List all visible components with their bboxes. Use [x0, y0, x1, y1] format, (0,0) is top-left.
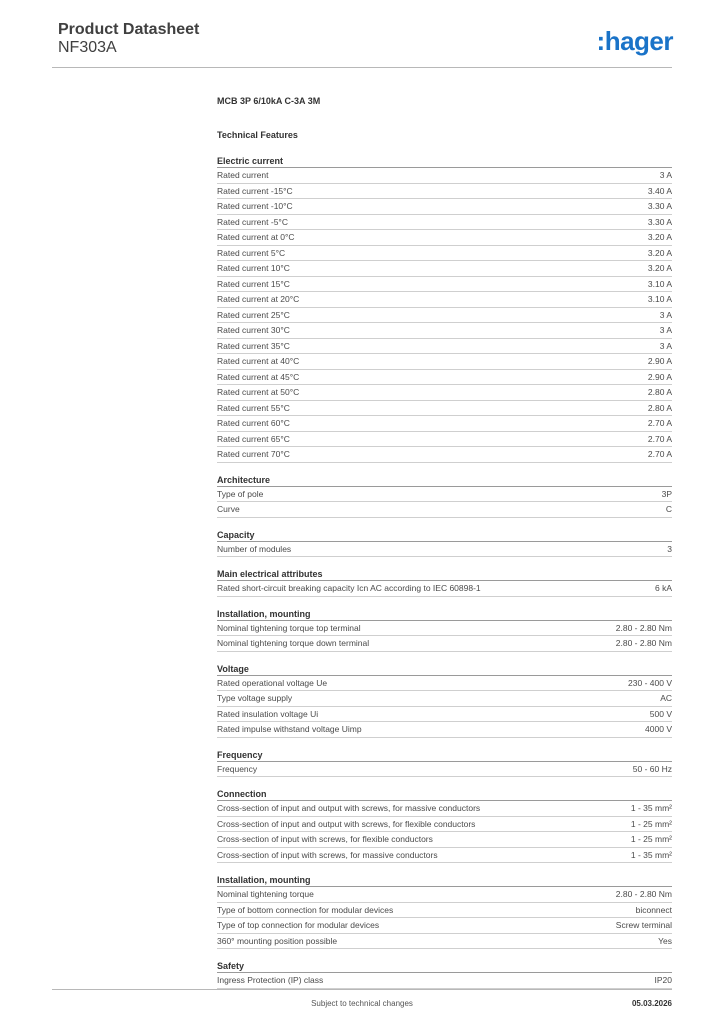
spec-row	[217, 762, 672, 778]
spec-label: Rated current 65°C	[217, 433, 290, 444]
spec-value: 50 - 60 Hz	[632, 763, 672, 774]
spec-value: 3P	[661, 488, 672, 499]
spec-row	[217, 184, 672, 200]
spec-value: 230 - 400 V	[628, 677, 672, 688]
spec-row	[217, 707, 672, 723]
spec-row	[217, 887, 672, 903]
spec-sections	[217, 155, 672, 1000]
spec-label: Ingress Protection (IP) class	[217, 975, 324, 985]
spec-label: Type of pole	[217, 488, 264, 499]
spec-value: 3.30 A	[647, 216, 672, 227]
spec-value: 3	[667, 543, 672, 554]
spec-row	[217, 199, 672, 215]
spec-value: Screw terminal	[615, 920, 672, 930]
spec-label: Rated current 25°C	[217, 309, 290, 320]
spec-label: Rated current 70°C	[217, 449, 290, 459]
spec-row	[217, 636, 672, 652]
spec-value: 3 A	[659, 309, 672, 320]
spec-label: Type of top connection for modular devices	[217, 920, 380, 930]
spec-value: 2.70 A	[647, 449, 672, 459]
spec-value: 3.10 A	[647, 278, 672, 289]
spec-value: 3.20 A	[647, 232, 672, 242]
spec-label: Rated operational voltage Ue	[217, 677, 328, 688]
spec-label: Rated current -5°C	[217, 216, 288, 227]
spec-label: Rated current -15°C	[217, 185, 293, 196]
features-heading: Technical Features	[217, 130, 298, 140]
spec-label: Rated current at 20°C	[217, 294, 300, 304]
spec-label: Rated current 60°C	[217, 418, 290, 428]
spec-row	[217, 339, 672, 355]
section-title: Voltage	[217, 663, 672, 676]
spec-row	[217, 261, 672, 277]
spec-value: 3.20 A	[647, 263, 672, 273]
spec-value: biconnect	[635, 904, 672, 915]
spec-row	[217, 581, 672, 597]
spec-row	[217, 848, 672, 864]
spec-value: 3.20 A	[647, 247, 672, 258]
spec-label: Frequency	[217, 763, 258, 774]
spec-row	[217, 246, 672, 262]
spec-value: 1 - 25 mm²	[630, 818, 672, 829]
section-title: Installation, mounting	[217, 874, 672, 887]
section-title: Safety	[217, 960, 672, 973]
spec-row	[217, 542, 672, 558]
spec-label: Rated current 15°C	[217, 278, 290, 289]
spec-section	[217, 608, 672, 652]
section-title: Architecture	[217, 474, 672, 487]
spec-section	[217, 874, 672, 949]
spec-label: Rated current	[217, 170, 269, 180]
spec-row	[217, 215, 672, 231]
spec-row	[217, 385, 672, 401]
spec-row	[217, 292, 672, 308]
spec-label: Curve	[217, 504, 240, 514]
spec-value: 1 - 35 mm²	[630, 803, 672, 813]
spec-row	[217, 502, 672, 518]
spec-row	[217, 903, 672, 919]
spec-value: 2.70 A	[647, 418, 672, 428]
spec-value: 3 A	[659, 325, 672, 335]
spec-value: 2.80 A	[647, 387, 672, 397]
page-title: Product Datasheet	[58, 21, 200, 38]
spec-label: Type voltage supply	[217, 693, 293, 703]
spec-section	[217, 529, 672, 558]
spec-row	[217, 487, 672, 503]
spec-row	[217, 230, 672, 246]
header-divider	[52, 67, 672, 68]
spec-row	[217, 370, 672, 386]
spec-label: Nominal tightening torque top terminal	[217, 622, 361, 633]
spec-label: Rated impulse withstand voltage Uimp	[217, 724, 362, 734]
spec-label: Rated current 30°C	[217, 325, 290, 335]
spec-row	[217, 308, 672, 324]
spec-label: Rated current at 45°C	[217, 371, 300, 382]
spec-row	[217, 432, 672, 448]
spec-label: Cross-section of input and output with screws, for massive conductors	[217, 803, 481, 813]
footer-divider	[52, 989, 672, 990]
spec-row	[217, 801, 672, 817]
spec-row	[217, 323, 672, 339]
spec-row	[217, 934, 672, 950]
spec-section	[217, 474, 672, 518]
hager-logo: :hager	[596, 26, 673, 56]
spec-value: IP20	[654, 975, 672, 985]
spec-value: 3.30 A	[647, 201, 672, 211]
spec-label: Rated current at 50°C	[217, 387, 300, 397]
spec-label: Nominal tightening torque down terminal	[217, 638, 370, 648]
spec-value: 500 V	[649, 708, 672, 719]
footer-date: 05.03.2026	[631, 999, 672, 1008]
section-title: Capacity	[217, 529, 672, 542]
spec-value: 2.90 A	[647, 356, 672, 366]
spec-label: Nominal tightening torque	[217, 889, 314, 899]
spec-row	[217, 676, 672, 692]
spec-row	[217, 973, 672, 989]
spec-row	[217, 416, 672, 432]
spec-label: Rated short-circuit breaking capacity Icn AC according to IEC 60898-1	[217, 583, 481, 593]
spec-value: 6 kA	[654, 583, 672, 593]
spec-label: Rated current at 40°C	[217, 356, 300, 366]
spec-label: Cross-section of input and output with screws, for flexible conductors	[217, 818, 476, 829]
spec-row	[217, 722, 672, 738]
spec-value: 3 A	[659, 340, 672, 351]
spec-section	[217, 960, 672, 989]
spec-row	[217, 918, 672, 934]
spec-row	[217, 621, 672, 637]
spec-row	[217, 168, 672, 184]
spec-section	[217, 788, 672, 863]
spec-value: 2.80 A	[647, 402, 672, 413]
spec-value: 2.90 A	[647, 371, 672, 382]
spec-row	[217, 691, 672, 707]
spec-section	[217, 568, 672, 597]
spec-label: Rated current 5°C	[217, 247, 286, 258]
spec-section	[217, 663, 672, 738]
spec-label: Rated insulation voltage Ui	[217, 708, 319, 719]
spec-value: AC	[660, 693, 672, 703]
section-title: Electric current	[217, 155, 672, 168]
spec-value: 1 - 25 mm²	[630, 834, 672, 844]
spec-row	[217, 401, 672, 417]
spec-value: 3.10 A	[647, 294, 672, 304]
footer-note: Subject to technical changes	[311, 999, 413, 1008]
spec-value: 2.80 - 2.80 Nm	[615, 622, 672, 633]
section-title: Installation, mounting	[217, 608, 672, 621]
spec-row	[217, 832, 672, 848]
spec-label: Rated current 35°C	[217, 340, 290, 351]
spec-label: Cross-section of input with screws, for flexible conductors	[217, 834, 433, 844]
spec-value: 2.70 A	[647, 433, 672, 444]
spec-value: 3 A	[659, 170, 672, 180]
product-code: NF303A	[58, 39, 117, 56]
spec-label: Rated current 55°C	[217, 402, 290, 413]
spec-label: Rated current at 0°C	[217, 232, 295, 242]
spec-value: 4000 V	[645, 724, 672, 734]
spec-label: Rated current 10°C	[217, 263, 290, 273]
spec-value: C	[665, 504, 672, 514]
spec-label: Type of bottom connection for modular devices	[217, 904, 394, 915]
section-title: Frequency	[217, 749, 672, 762]
spec-value: 1 - 35 mm²	[630, 849, 672, 860]
spec-label: Number of modules	[217, 543, 292, 554]
spec-row	[217, 447, 672, 463]
spec-row	[217, 817, 672, 833]
product-name: MCB 3P 6/10kA C-3A 3M	[217, 96, 321, 106]
section-title: Connection	[217, 788, 672, 801]
spec-value: 2.80 - 2.80 Nm	[615, 889, 672, 899]
spec-label: Rated current -10°C	[217, 201, 293, 211]
spec-label: 360° mounting position possible	[217, 935, 338, 946]
spec-row	[217, 354, 672, 370]
spec-section	[217, 155, 672, 463]
spec-value: Yes	[658, 935, 672, 946]
spec-section	[217, 749, 672, 778]
spec-row	[217, 277, 672, 293]
section-title: Main electrical attributes	[217, 568, 672, 581]
spec-label: Cross-section of input with screws, for massive conductors	[217, 849, 438, 860]
spec-value: 3.40 A	[647, 185, 672, 196]
spec-value: 2.80 - 2.80 Nm	[615, 638, 672, 648]
